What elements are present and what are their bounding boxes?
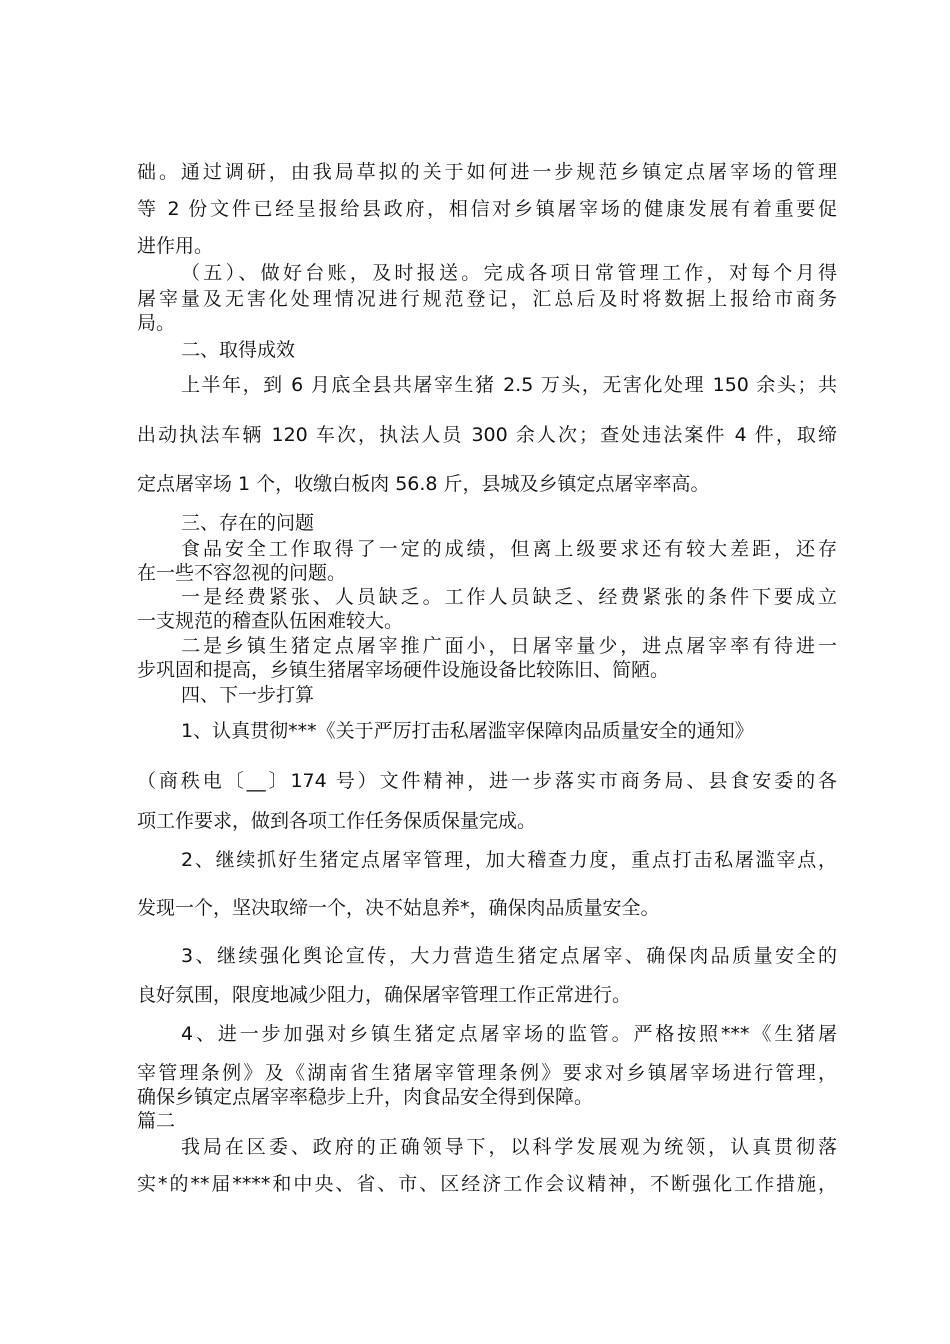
text-line: 上半年，到 6 月底全县共屠宰生猪 2.5 万头，无害化处理 150 余头；共: [181, 374, 837, 396]
text-line: 确保乡镇定点屠宰率稳步上升，肉食品安全得到保障。: [137, 1086, 594, 1108]
text-line: 一支规范的稽查队伍困难较大。: [137, 610, 404, 632]
text-line: 4、进一步加强对乡镇生猪定点屠宰场的监管。严格按照***《生猪屠: [181, 1023, 837, 1045]
text-line: 局。: [137, 312, 176, 334]
text-line: （商秩电〔__〕174 号）文件精神，进一步落实市商务局、县食安委的各: [137, 770, 837, 792]
text-line: 我局在区委、政府的正确领导下，以科学发展观为统领，认真贯彻落: [181, 1136, 837, 1158]
text-line: 步巩固和提高，乡镇生猪屠宰场硬件设施设备比较陈旧、简陋。: [137, 659, 670, 681]
text-line: 二是乡镇生猪定点屠宰推广面小，日屠宰量少，进点屠宰率有待进一: [181, 635, 837, 657]
text-line: 一是经费紧张、人员缺乏。工作人员缺乏、经费紧张的条件下要成立: [181, 586, 837, 608]
text-line: （五）、做好台账，及时报送。完成各项日常管理工作，对每个月得: [181, 262, 837, 284]
text-line: 良好氛围，限度地减少阻力，确保屠宰管理工作正常进行。: [137, 984, 632, 1006]
text-line: 发现一个，坚决取缔一个，决不姑息养*，确保肉品质量安全。: [137, 897, 660, 919]
text-line: 定点屠宰场 1 个，收缴白板肉 56.8 斤，县城及乡镇定点屠宰率高。: [137, 473, 710, 495]
text-line: 2、继续抓好生猪定点屠宰管理，加大稽查力度，重点打击私屠滥宰点，: [181, 849, 837, 871]
section-heading: 篇二: [137, 1110, 176, 1132]
text-line: 食品安全工作取得了一定的成绩，但离上级要求还有较大差距，还存: [181, 538, 837, 560]
text-line: 宰管理条例》及《湖南省生猪屠宰管理条例》要求对乡镇屠宰场进行管理，: [137, 1062, 837, 1084]
text-line: 1、认真贯彻***《关于严厉打击私屠滥宰保障肉品质量安全的通知》: [181, 720, 754, 742]
text-line: 3、继续强化舆论宣传，大力营造生猪定点屠宰、确保肉品质量安全的: [181, 945, 837, 967]
text-line: 进作用。: [137, 235, 214, 257]
text-line: 在一些不容忽视的问题。: [137, 562, 347, 584]
section-heading: 四、下一步打算: [181, 684, 315, 706]
text-line: 等 2 份文件已经呈报给县政府，相信对乡镇屠宰场的健康发展有着重要促: [137, 198, 837, 220]
text-line: 出动执法车辆 120 车次，执法人员 300 余人次；查处违法案件 4 件，取缔: [137, 424, 837, 446]
text-line: 项工作要求，做到各项工作任务保质保量完成。: [137, 810, 537, 832]
text-line: 础。通过调研，由我局草拟的关于如何进一步规范乡镇定点屠宰场的管理: [137, 161, 837, 183]
text-line: 屠宰量及无害化处理情况进行规范登记，汇总后及时将数据上报给市商务: [137, 288, 837, 310]
section-heading: 二、取得成效: [181, 339, 296, 361]
text-line: 实*的**届****和中央、省、市、区经济工作会议精神，不断强化工作措施，: [137, 1173, 837, 1195]
section-heading: 三、存在的问题: [181, 512, 315, 534]
